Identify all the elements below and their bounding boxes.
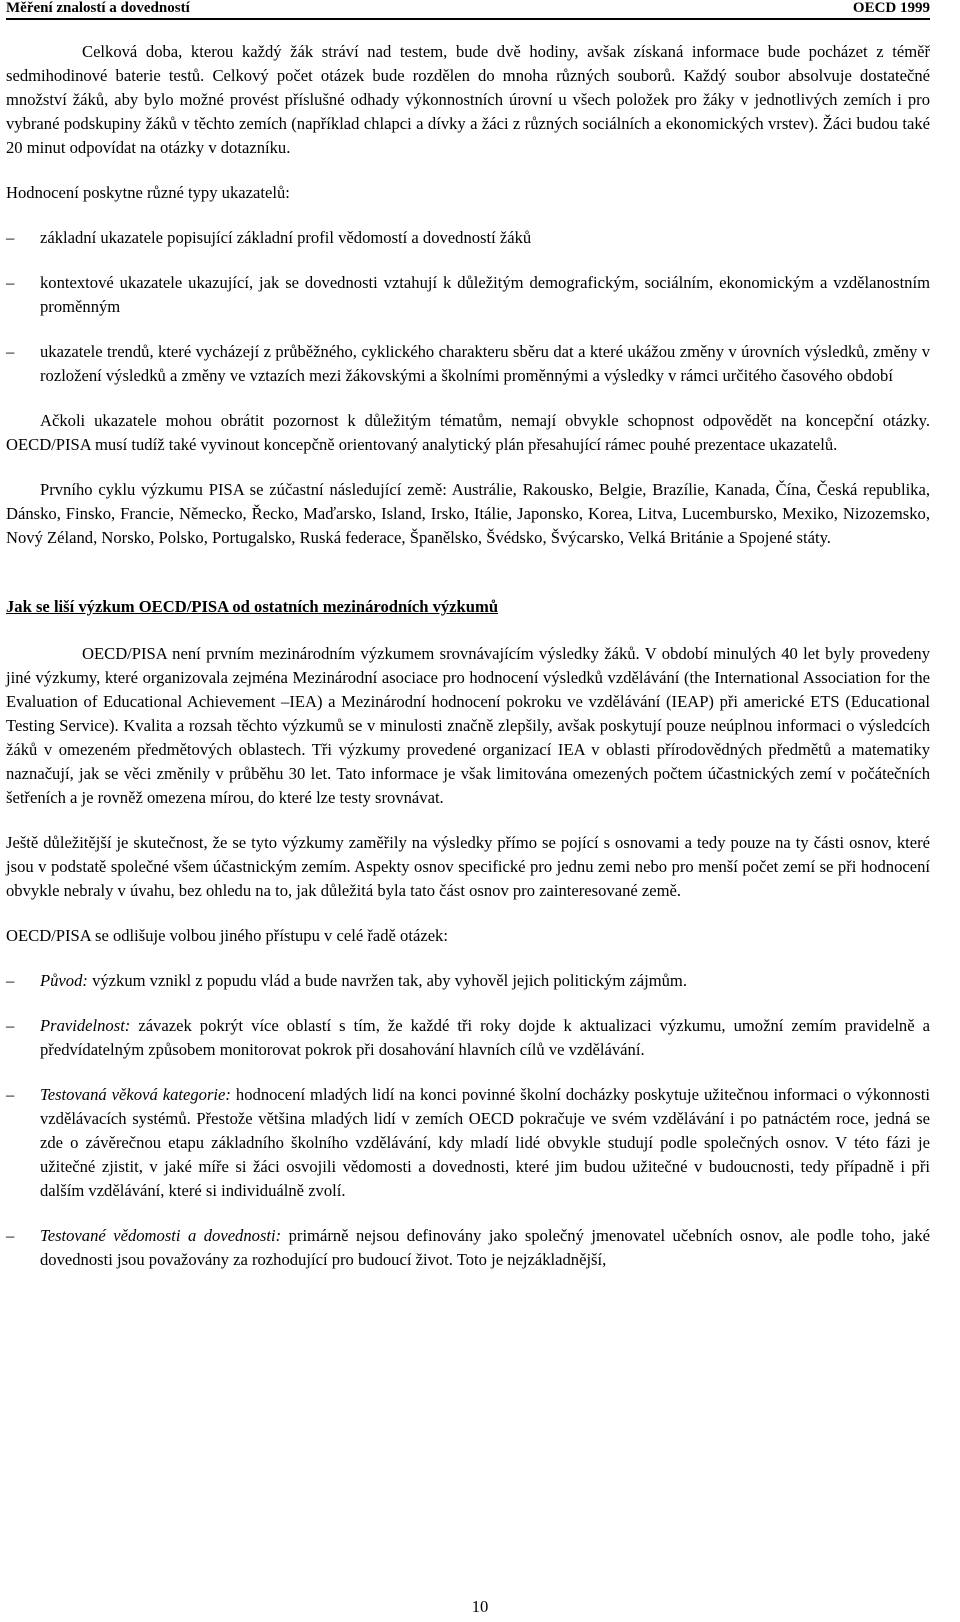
dash-bullet: –	[6, 228, 15, 247]
indicator-item	[6, 226, 930, 250]
paragraph-test-duration: Celková doba, kterou každý žák stráví nad testem, bude dvě hodiny, avšak získaná informace bude pocházet z téměř sedmihodinové baterie testů. Celkový počet otázek bude rozdělen do mnoha různých souborů. Každý soubor absolvuje dostatečné množství žáků, aby bylo možné provést příslušné odhady výkonnostních úrovní u všech položek pro žáky v jednotlivých zemích i pro vybrané podskupiny žáků v těchto zemích (například chlapci a dívky a žáci z různých sociálních a ekonomických vrstev). Žáci budou také 20 minut odpovídat na otázky v dotazníku.	[6, 42, 930, 157]
difference-text: primárně nejsou definovány jako společný jmenovatel učebních osnov, ale podle toho, jaké dovednosti jsou považovány za rozhodující pro budoucí život. Toto je nejzákladnější,	[40, 1226, 930, 1269]
document-body	[6, 40, 930, 1293]
paragraph-conceptual: Ačkoli ukazatele mohou obrátit pozornost k důležitým tématům, nemají obvykle schopnost odpovědět na koncepční otázky. OECD/PISA musí tudíž také vyvinout koncepčně orientovaný analytický plán přesahující rámec pouhé prezentace ukazatelů.	[6, 411, 930, 454]
paragraph-curriculum: Ještě důležitější je skutečnost, že se tyto výzkumy zaměřily na výsledky přímo se pojící s osnovami a tedy pouze na ty části osnov, které jsou v podstatě společné všem účastnickým zemím. Aspekty osnov specifické pro jednu zemi nebo pro menší počet zemí se při hodnocení obvykle nebraly v úvahu, bez ohledu na to, jak důležitá byla tato část osnov pro zainteresované země.	[6, 833, 930, 900]
header-title: Měření znalostí a dovedností	[6, 0, 190, 16]
difference-text: závazek pokrýt více oblastí s tím, že každé tři roky dojde k aktualizaci výzkumu, umožní zemím pravidelně a předvídatelným způsobem monitorovat pokrok při dosahování hlavních cílů ve vzdělávání.	[40, 1016, 930, 1059]
difference-term: Pravidelnost:	[40, 1016, 131, 1035]
difference-term: Původ:	[40, 971, 88, 990]
running-header	[6, 0, 930, 20]
dash-bullet: –	[6, 273, 15, 292]
paragraph-other-surveys: OECD/PISA není prvním mezinárodním výzkumem srovnávajícím výsledky žáků. V období minulých 40 let byly provedeny jiné výzkumy, které organizovala zejména Mezinárodní asociace pro hodnocení výsledků vzdělávání (the International Association for the Evaluation of Educational Achievement –IEA) a Mezinárodní hodnocení pokroku ve vzdělávání (IEAP) při americké ETS (Educational Testing Service). Kvalita a rozsah těchto výzkumů se v minulosti značně zlepšily, avšak poskytují pouze neúplnou informaci o výsledcích žáků v omezeném předmětových oblastech. Tři výzkumy provedené organizací IEA v oblasti přírodovědných předmětů a matematiky naznačují, jak se věci změnily v průběhu 30 let. Tato informace je však limitována omezených počtem účastnických zemí v počátečních šetřeních a je rovněž omezena mírou, do které lze testy srovnávat.	[6, 644, 930, 807]
difference-item	[6, 969, 930, 993]
dash-bullet: –	[6, 971, 15, 990]
indicator-text: ukazatele trendů, které vycházejí z průběžného, cyklického charakteru sběru dat a které ukážou změny v úrovních výsledků, změny v rozložení výsledků a změny ve vztazích mezi žákovskými a školními proměnnými a výsledky v rámci určitého časového období	[40, 342, 930, 385]
indicator-item	[6, 340, 930, 388]
page-number: 10	[471, 1597, 489, 1616]
difference-item	[6, 1014, 930, 1062]
dash-bullet: –	[6, 1226, 15, 1245]
header-publisher: OECD 1999	[852, 0, 930, 16]
dash-bullet: –	[6, 1085, 15, 1104]
indicator-text: kontextové ukazatele ukazující, jak se dovednosti vztahují k důležitým demografickým, sociálním, ekonomickým a vzdělanostním proměnným	[40, 273, 930, 316]
difference-term: Testovaná věková kategorie:	[40, 1085, 231, 1104]
dash-bullet: –	[6, 1016, 15, 1035]
difference-item	[6, 1083, 930, 1203]
paragraph-indicators-intro: Hodnocení poskytne různé typy ukazatelů:	[6, 183, 290, 202]
difference-item	[6, 1224, 930, 1272]
paragraph-approach-intro: OECD/PISA se odlišuje volbou jiného přístupu v celé řadě otázek:	[6, 926, 448, 945]
section-heading: Jak se liší výzkum OECD/PISA od ostatních mezinárodních výzkumů	[6, 597, 499, 616]
difference-text: výzkum vznikl z popudu vlád a bude navržen tak, aby vyhověl jejich politickým zájmům.	[87, 971, 687, 990]
indicator-text: základní ukazatele popisující základní profil vědomostí a dovedností žáků	[40, 228, 532, 247]
dash-bullet: –	[6, 342, 15, 361]
indicator-item	[6, 271, 930, 319]
paragraph-countries: Prvního cyklu výzkumu PISA se zúčastní následující země: Austrálie, Rakousko, Belgie, Brazílie, Kanada, Čína, Česká republika, Dánsko, Finsko, Francie, Německo, Řecko, Maďarsko, Island, Irsko, Itálie, Japonsko, Korea, Litva, Lucembursko, Mexiko, Nizozemsko, Nový Zéland, Norsko, Polsko, Portugalsko, Ruská federace, Španělsko, Švédsko, Švýcarsko, Velká Británie a Spojené státy.	[6, 480, 930, 547]
difference-text: hodnocení mladých lidí na konci povinné školní docházky poskytuje užitečnou informaci o výkonnosti vzdělávacích systémů. Přestože většina mladých lidí v zemích OECD pokračuje ve svém vzdělávání i po patnáctém roce, jedná se zde o závěrečnou etapu základního školního vzdělávání, kdy mladí lidé obvykle studují podle společných osnov. V této fázi je užitečné zjistit, v jaké míře si žáci osvojili vědomosti a dovednosti, které jim budou užitečné v budoucnosti, tedy případně i při dalším vzdělávání, které si individuálně zvolí.	[40, 1085, 931, 1200]
difference-term: Testované vědomosti a dovednosti:	[40, 1226, 282, 1245]
